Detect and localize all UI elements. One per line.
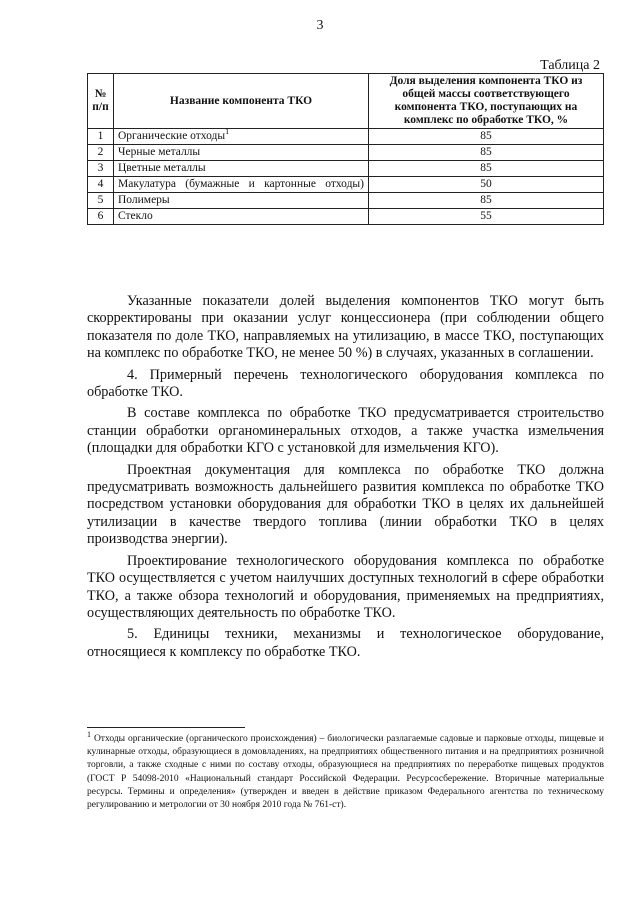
- row-share: 50: [369, 177, 604, 193]
- components-table: [87, 73, 604, 225]
- section-heading: 4. Примерный перечень технологического оборудования комплекса по обработке ТКО.: [87, 366, 604, 401]
- footnote-divider: [87, 727, 245, 728]
- row-share: 85: [369, 193, 604, 209]
- row-name: Органические отходы: [118, 130, 226, 142]
- row-name-cell: [114, 129, 369, 145]
- row-num: 1: [88, 129, 114, 145]
- row-share: 55: [369, 209, 604, 225]
- row-share: 85: [369, 129, 604, 145]
- row-num: 4: [88, 177, 114, 193]
- footnote-ref: 1: [225, 127, 230, 137]
- table-row: [88, 209, 604, 225]
- table-row: [88, 129, 604, 145]
- paragraph: В составе комплекса по обработке ТКО предусматривается строительство станции обработки органоминеральных отходов, а также участка измельчения (площадки для обработки КГО с установкой для измельчения КГО).: [87, 405, 604, 457]
- row-num: 3: [88, 161, 114, 177]
- paragraph: Указанные показатели долей выделения компонентов ТКО могут быть скорректированы при оказании услуг концессионера (при соблюдении общего показателя по доле ТКО, направляемых на утилизацию, в массе ТКО, поступающих на комплекс по обработке ТКО, не менее 50 %) в случаях, указанных в соглашении.: [87, 293, 604, 362]
- section-heading: 5. Единицы техники, механизмы и технологическое оборудование, относящиеся к комплексу по обработке ТКО.: [87, 626, 604, 660]
- table-caption: Таблица 2: [540, 58, 600, 73]
- row-name: Стекло: [114, 209, 369, 225]
- footnote-mark: 1: [87, 729, 91, 739]
- row-name: Полимеры: [114, 193, 369, 209]
- row-name: Цветные металлы: [114, 161, 369, 177]
- row-name: Черные металлы: [114, 145, 369, 161]
- row-num: 2: [88, 145, 114, 161]
- paragraph: Проектирование технологического оборудования комплекса по обработке ТКО осуществляется с учетом наилучших доступных технологий в сфере обработки ТКО, а также обзора технологий и оборудования, применяемых на предприятиях, осуществляющих деятельность по обработке ТКО.: [87, 552, 604, 621]
- header-name: Название компонента ТКО: [114, 74, 369, 129]
- table-row: [88, 161, 604, 177]
- page-number: 3: [316, 18, 324, 33]
- table-row: [88, 145, 604, 161]
- row-share: 85: [369, 145, 604, 161]
- row-name: Макулатура (бумажные и картонные отходы): [114, 177, 369, 193]
- paragraph: Проектная документация для комплекса по обработке ТКО должна предусматривать возможность дальнейшего развития комплекса по обработке ТКО посредством установки оборудования для обработки ТКО в целях их дальнейшей утилизации в качестве твердого топлива (линии обработки ТКО в целях производства энергии).: [87, 461, 604, 548]
- footnote-text: Отходы органические (органического происхождения) – биологически разлагаемые садовые и парковые отходы, пищевые и кулинарные отходы, образующиеся в домовладениях, на предприятиях общественного питания и на предприятиях розничной торговли, а также сходные с ними по составу отходы, образующиеся на предприятиях по переработке пищевых продуктов (ГОСТ Р 54098-2010 «Национальный стандарт Российской Федерации. Ресурсосбережение. Вторичные материальные ресурсы. Термины и определения» (утвержден и введен в действие приказом Федерального агентства по техническому регулированию и метрологии от 30 ноября 2010 года № 761-ст).: [87, 734, 604, 811]
- row-share: 85: [369, 161, 604, 177]
- table-row: [88, 177, 604, 193]
- header-share: Доля выделения компонента ТКО из общей массы соответствующего компонента ТКО, поступающих на комплекс по обработке ТКО, %: [369, 74, 604, 129]
- table-row: [88, 193, 604, 209]
- row-num: 5: [88, 193, 114, 209]
- header-num: № п/п: [88, 74, 114, 129]
- table-header-row: [88, 74, 604, 129]
- body-text: [87, 293, 604, 665]
- row-num: 6: [88, 209, 114, 225]
- footnote: [87, 729, 604, 812]
